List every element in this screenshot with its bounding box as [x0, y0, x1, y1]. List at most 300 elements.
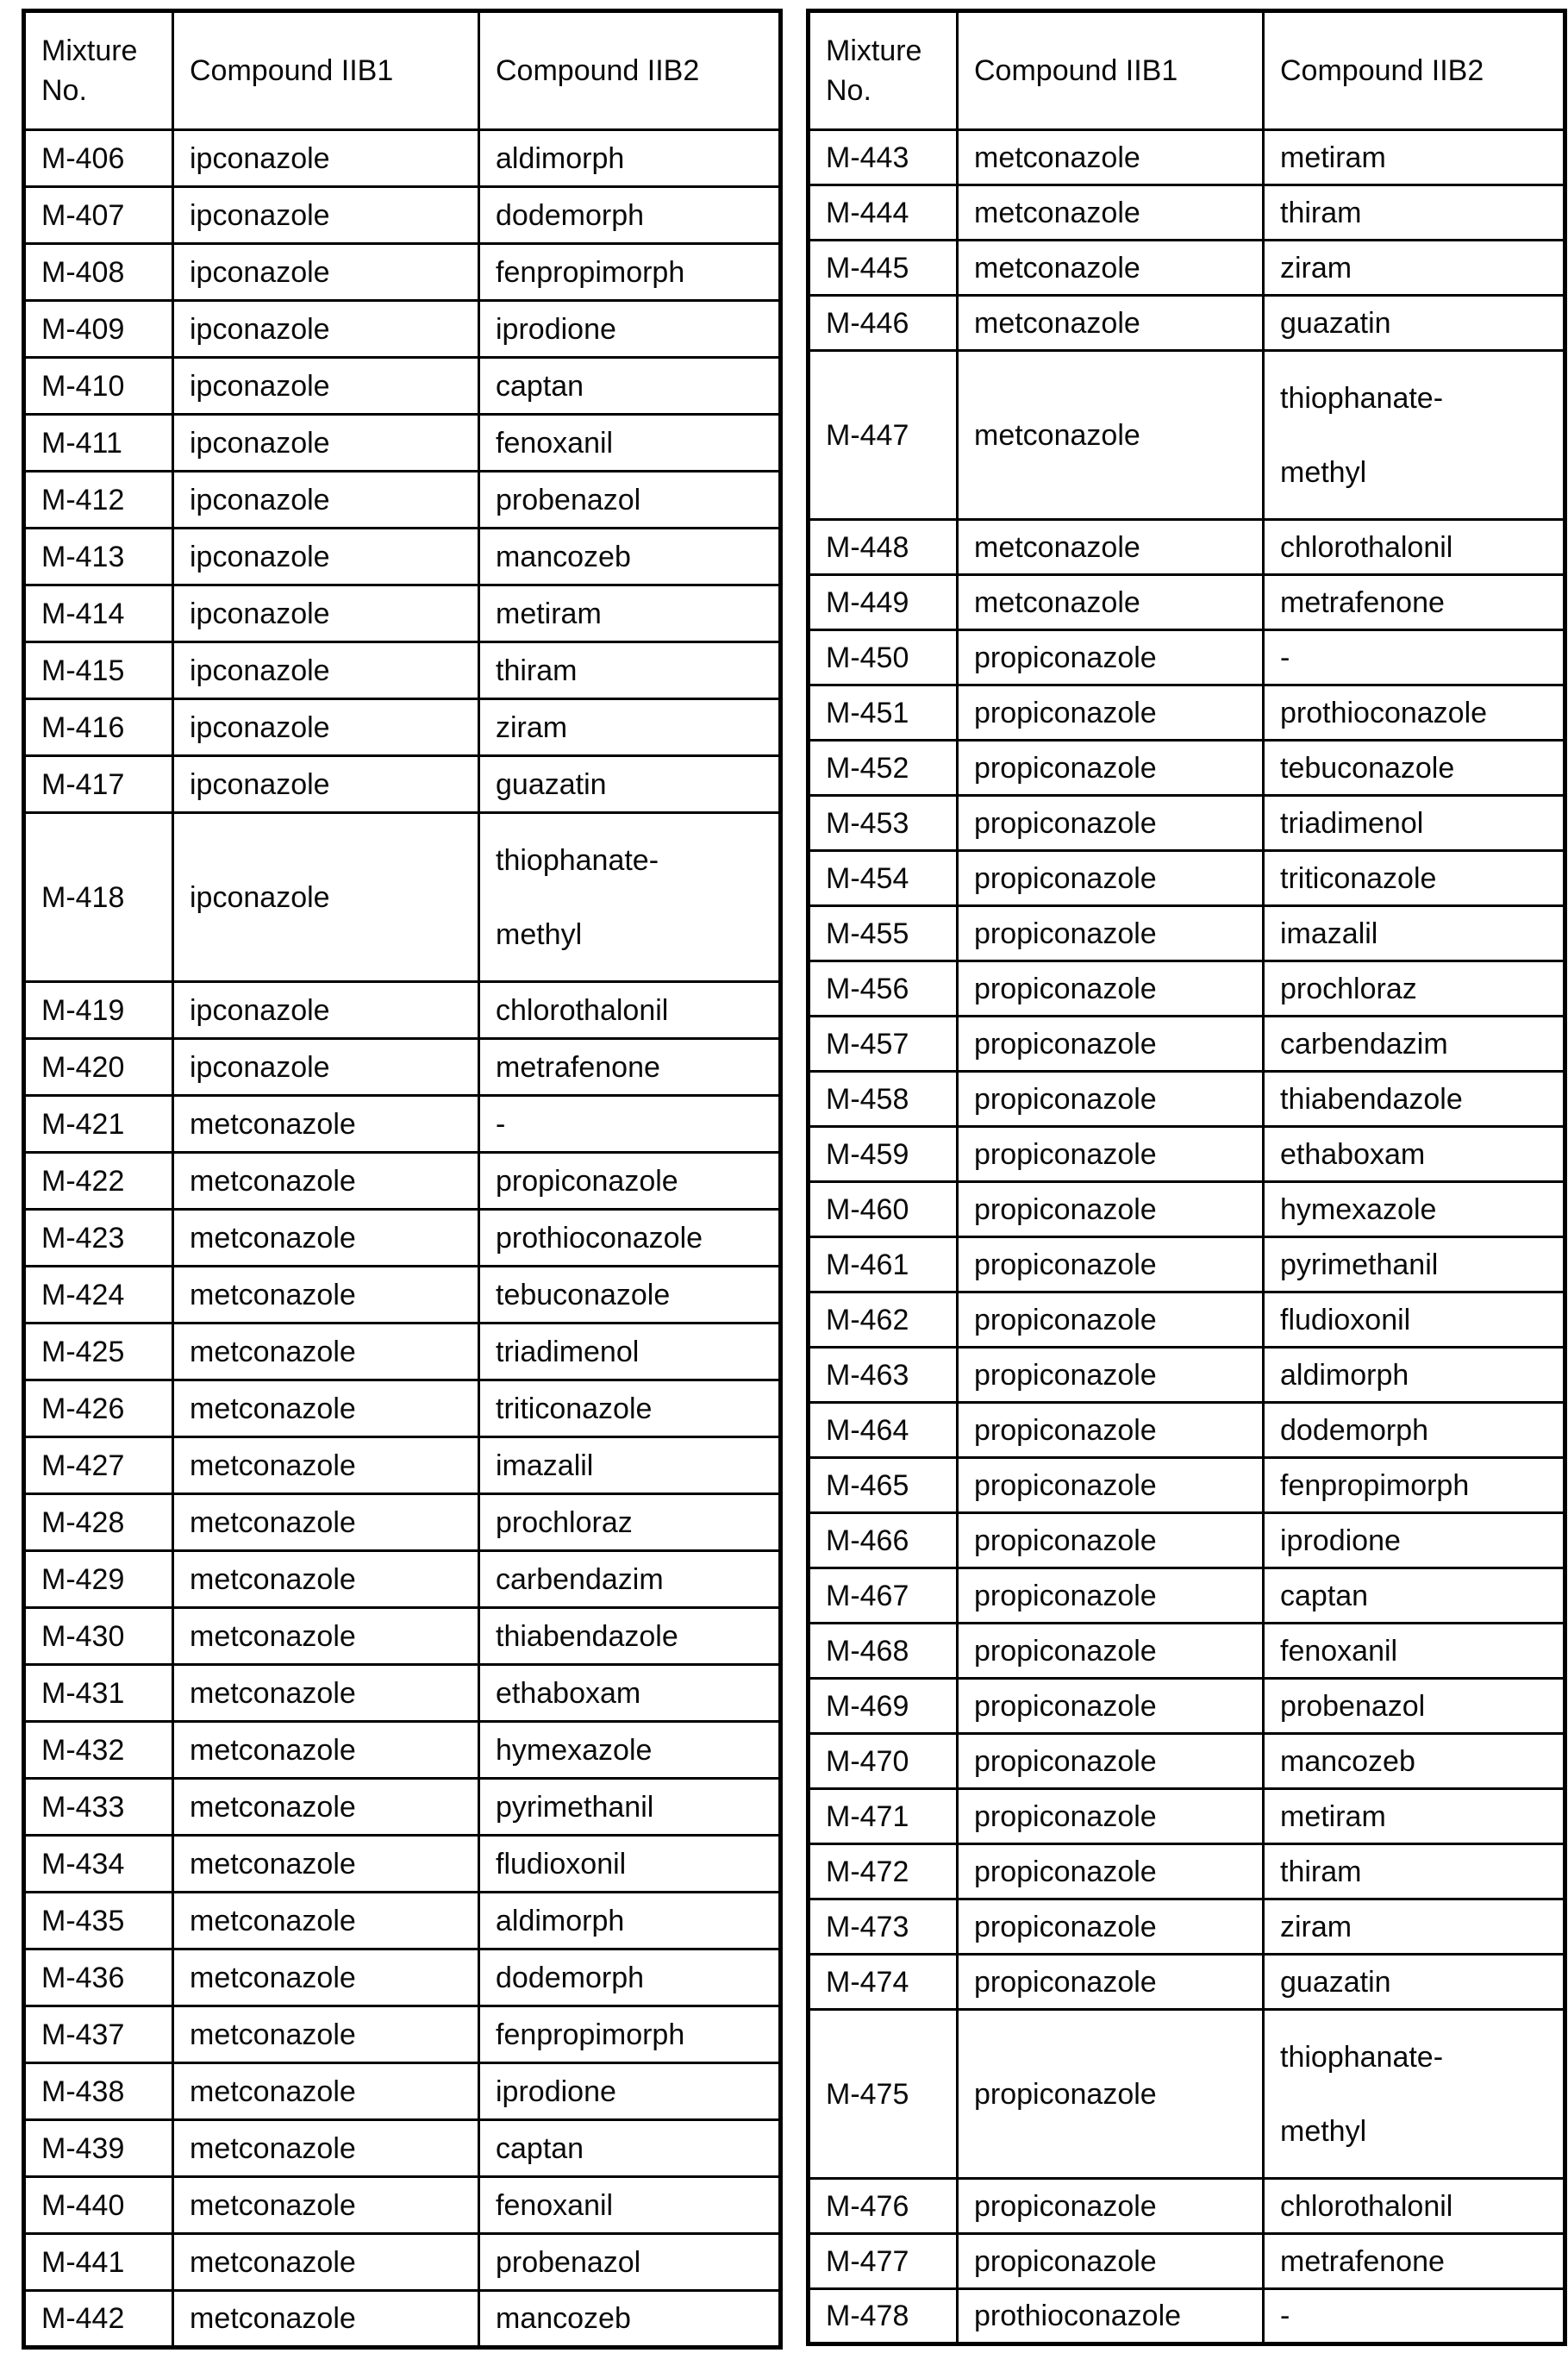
compound-iib2-cell: fenpropimorph — [479, 244, 781, 301]
compound-iib1-cell: ipconazole — [173, 415, 479, 472]
mixture-no-cell: M-462 — [809, 1292, 958, 1348]
compound-iib1-cell: propiconazole — [958, 2234, 1264, 2289]
compound-iib1-cell: ipconazole — [173, 529, 479, 585]
compound-iib2-cell: thiophanate- methyl — [479, 813, 781, 982]
compound-iib1-cell: propiconazole — [958, 1955, 1264, 2010]
mixture-no-cell: M-472 — [809, 1844, 958, 1899]
header-mixture-no: Mixture No. — [24, 11, 173, 130]
table-row — [809, 1072, 1565, 1127]
compound-iib1-cell: propiconazole — [958, 1844, 1264, 1899]
table-row — [24, 1153, 781, 1210]
compound-iib1-cell: ipconazole — [173, 1039, 479, 1096]
compound-iib2-cell: fenpropimorph — [1264, 1458, 1565, 1513]
compound-iib1-cell: ipconazole — [173, 699, 479, 756]
mixture-no-cell: M-406 — [24, 130, 173, 187]
table-row — [809, 1899, 1565, 1955]
table-row — [24, 1893, 781, 1949]
compound-iib1-cell: ipconazole — [173, 813, 479, 982]
compound-iib2-cell: metiram — [1264, 1789, 1565, 1844]
table-row — [24, 358, 781, 415]
compound-iib2-cell: chlorothalonil — [1264, 520, 1565, 575]
table-row — [809, 1513, 1565, 1568]
compound-iib2-cell: ziram — [479, 699, 781, 756]
compound-iib1-cell: propiconazole — [958, 2179, 1264, 2234]
compound-iib1-cell: ipconazole — [173, 244, 479, 301]
compound-iib1-cell: propiconazole — [958, 741, 1264, 796]
mixture-no-cell: M-423 — [24, 1210, 173, 1267]
table-row — [809, 351, 1565, 520]
compound-iib1-cell: propiconazole — [958, 1072, 1264, 1127]
compound-iib2-cell: iprodione — [479, 2063, 781, 2120]
mixture-no-cell: M-466 — [809, 1513, 958, 1568]
table-row — [809, 2179, 1565, 2234]
header-compound-iib1: Compound IIB1 — [173, 11, 479, 130]
compound-iib2-cell: triadimenol — [479, 1324, 781, 1380]
mixture-no-cell: M-413 — [24, 529, 173, 585]
table-row — [809, 1017, 1565, 1072]
mixture-no-cell: M-431 — [24, 1665, 173, 1722]
mixture-no-cell: M-438 — [24, 2063, 173, 2120]
compound-iib1-cell: propiconazole — [958, 1403, 1264, 1458]
compound-iib1-cell: metconazole — [173, 1267, 479, 1324]
table-row — [809, 241, 1565, 296]
compound-iib1-cell: propiconazole — [958, 1017, 1264, 1072]
compound-iib2-cell: probenazol — [479, 2234, 781, 2291]
compound-iib2-cell: aldimorph — [1264, 1348, 1565, 1403]
compound-iib2-cell: pyrimethanil — [479, 1779, 781, 1836]
table-row — [809, 2289, 1565, 2344]
compound-iib2-cell: mancozeb — [1264, 1734, 1565, 1789]
left-table-body — [24, 130, 781, 2348]
mixture-no-cell: M-408 — [24, 244, 173, 301]
compound-iib1-cell: propiconazole — [958, 1679, 1264, 1734]
compound-iib1-cell: metconazole — [173, 1722, 479, 1779]
table-row — [24, 244, 781, 301]
mixture-no-cell: M-478 — [809, 2289, 958, 2344]
table-row — [24, 982, 781, 1039]
mixture-no-cell: M-464 — [809, 1403, 958, 1458]
table-row — [24, 472, 781, 529]
compound-iib1-cell: metconazole — [173, 1324, 479, 1380]
header-mixture-no: Mixture No. — [809, 11, 958, 130]
compound-iib2-cell: prothioconazole — [1264, 685, 1565, 741]
table-row — [24, 1779, 781, 1836]
compound-iib2-cell: probenazol — [479, 472, 781, 529]
mixture-no-cell: M-430 — [24, 1608, 173, 1665]
compound-iib2-cell: chlorothalonil — [1264, 2179, 1565, 2234]
compound-iib2-cell: aldimorph — [479, 130, 781, 187]
compound-iib1-cell: metconazole — [173, 2177, 479, 2234]
compound-iib2-cell: captan — [1264, 1568, 1565, 1624]
table-row — [809, 130, 1565, 185]
table-row — [809, 2234, 1565, 2289]
mixture-no-cell: M-415 — [24, 642, 173, 699]
table-row — [809, 1348, 1565, 1403]
compound-iib1-cell: metconazole — [173, 2120, 479, 2177]
mixture-no-cell: M-475 — [809, 2010, 958, 2179]
table-row — [24, 1437, 781, 1494]
compound-iib2-cell: fenoxanil — [479, 415, 781, 472]
table-row — [809, 575, 1565, 630]
compound-iib1-cell: propiconazole — [958, 1237, 1264, 1292]
compound-iib1-cell: metconazole — [173, 1949, 479, 2006]
header-compound-iib2: Compound IIB2 — [1264, 11, 1565, 130]
mixture-no-cell: M-459 — [809, 1127, 958, 1182]
compound-iib1-cell: metconazole — [958, 241, 1264, 296]
mixture-no-cell: M-422 — [24, 1153, 173, 1210]
mixture-no-cell: M-449 — [809, 575, 958, 630]
compound-iib1-cell: metconazole — [173, 1665, 479, 1722]
compound-iib2-cell: hymexazole — [479, 1722, 781, 1779]
compound-iib1-cell: metconazole — [958, 351, 1264, 520]
mixture-no-cell: M-448 — [809, 520, 958, 575]
compound-iib2-cell: metiram — [479, 585, 781, 642]
compound-iib2-cell: mancozeb — [479, 529, 781, 585]
mixture-no-cell: M-450 — [809, 630, 958, 685]
compound-iib1-cell: ipconazole — [173, 982, 479, 1039]
compound-iib1-cell: metconazole — [958, 130, 1264, 185]
compound-iib1-cell: propiconazole — [958, 1899, 1264, 1955]
table-row — [809, 185, 1565, 241]
compound-iib2-cell: guazatin — [1264, 1955, 1565, 2010]
compound-iib2-cell: pyrimethanil — [1264, 1237, 1565, 1292]
compound-iib2-cell: carbendazim — [479, 1551, 781, 1608]
compound-iib2-cell: metiram — [1264, 130, 1565, 185]
compound-iib2-cell: propiconazole — [479, 1153, 781, 1210]
compound-iib2-cell: ethaboxam — [1264, 1127, 1565, 1182]
table-row — [809, 1403, 1565, 1458]
table-row — [809, 851, 1565, 906]
table-row — [24, 2291, 781, 2348]
compound-iib1-cell: ipconazole — [173, 301, 479, 358]
compound-iib1-cell: propiconazole — [958, 1182, 1264, 1237]
mixture-table-right — [806, 9, 1567, 2346]
mixture-no-cell: M-429 — [24, 1551, 173, 1608]
compound-iib1-cell: propiconazole — [958, 1458, 1264, 1513]
table-row — [809, 796, 1565, 851]
table-row — [809, 2010, 1565, 2179]
mixture-no-cell: M-433 — [24, 1779, 173, 1836]
table-row — [24, 2006, 781, 2063]
mixture-no-cell: M-454 — [809, 851, 958, 906]
mixture-no-cell: M-463 — [809, 1348, 958, 1403]
compound-iib2-cell: metrafenone — [1264, 2234, 1565, 2289]
mixture-no-cell: M-435 — [24, 1893, 173, 1949]
compound-iib1-cell: propiconazole — [958, 630, 1264, 685]
compound-iib1-cell: ipconazole — [173, 130, 479, 187]
compound-iib1-cell: metconazole — [958, 520, 1264, 575]
table-row — [809, 1679, 1565, 1734]
table-row — [809, 1624, 1565, 1679]
compound-iib2-cell: thiram — [1264, 1844, 1565, 1899]
mixture-no-cell: M-465 — [809, 1458, 958, 1513]
mixture-no-cell: M-468 — [809, 1624, 958, 1679]
compound-iib2-cell: thiophanate- methyl — [1264, 351, 1565, 520]
compound-iib2-cell: thiabendazole — [1264, 1072, 1565, 1127]
mixture-no-cell: M-424 — [24, 1267, 173, 1324]
table-row — [809, 630, 1565, 685]
compound-iib1-cell: metconazole — [173, 1437, 479, 1494]
table-row — [24, 415, 781, 472]
mixture-no-cell: M-452 — [809, 741, 958, 796]
table-row — [24, 1551, 781, 1608]
compound-iib2-cell: ethaboxam — [479, 1665, 781, 1722]
table-row — [24, 1267, 781, 1324]
compound-iib1-cell: metconazole — [173, 1893, 479, 1949]
mixture-no-cell: M-410 — [24, 358, 173, 415]
compound-iib2-cell: fludioxonil — [1264, 1292, 1565, 1348]
mixture-no-cell: M-416 — [24, 699, 173, 756]
compound-iib1-cell: metconazole — [958, 296, 1264, 351]
mixture-no-cell: M-412 — [24, 472, 173, 529]
compound-iib1-cell: propiconazole — [958, 1348, 1264, 1403]
compound-iib1-cell: metconazole — [173, 1380, 479, 1437]
compound-iib1-cell: propiconazole — [958, 1734, 1264, 1789]
compound-iib1-cell: propiconazole — [958, 906, 1264, 961]
compound-iib2-cell: tebuconazole — [479, 1267, 781, 1324]
mixture-no-cell: M-467 — [809, 1568, 958, 1624]
compound-iib1-cell: metconazole — [173, 2291, 479, 2348]
mixture-no-cell: M-446 — [809, 296, 958, 351]
compound-iib1-cell: propiconazole — [958, 1624, 1264, 1679]
mixture-no-cell: M-460 — [809, 1182, 958, 1237]
compound-iib2-cell: thiram — [1264, 185, 1565, 241]
table-row — [24, 642, 781, 699]
compound-iib2-cell: imazalil — [1264, 906, 1565, 961]
table-row — [809, 741, 1565, 796]
table-row — [24, 130, 781, 187]
table-row — [809, 1955, 1565, 2010]
compound-iib1-cell: ipconazole — [173, 358, 479, 415]
compound-iib1-cell: ipconazole — [173, 472, 479, 529]
mixture-no-cell: M-411 — [24, 415, 173, 472]
compound-iib2-cell: thiram — [479, 642, 781, 699]
compound-iib1-cell: prothioconazole — [958, 2289, 1264, 2344]
header-compound-iib2: Compound IIB2 — [479, 11, 781, 130]
mixture-no-cell: M-443 — [809, 130, 958, 185]
compound-iib2-cell: prothioconazole — [479, 1210, 781, 1267]
mixture-no-cell: M-451 — [809, 685, 958, 741]
table-row — [24, 187, 781, 244]
mixture-no-cell: M-420 — [24, 1039, 173, 1096]
compound-iib2-cell: - — [1264, 630, 1565, 685]
table-row — [24, 1608, 781, 1665]
table-row — [809, 520, 1565, 575]
mixture-no-cell: M-477 — [809, 2234, 958, 2289]
table-row — [809, 1734, 1565, 1789]
compound-iib1-cell: propiconazole — [958, 851, 1264, 906]
compound-iib2-cell: triticonazole — [1264, 851, 1565, 906]
compound-iib2-cell: triticonazole — [479, 1380, 781, 1437]
mixture-no-cell: M-447 — [809, 351, 958, 520]
compound-iib1-cell: metconazole — [173, 1551, 479, 1608]
compound-iib1-cell: metconazole — [173, 2234, 479, 2291]
table-row — [809, 296, 1565, 351]
compound-iib2-cell: fenoxanil — [1264, 1624, 1565, 1679]
table-row — [24, 1836, 781, 1893]
table-row — [24, 1722, 781, 1779]
compound-iib1-cell: ipconazole — [173, 187, 479, 244]
table-row — [24, 1324, 781, 1380]
compound-iib1-cell: metconazole — [173, 2006, 479, 2063]
compound-iib2-cell: imazalil — [479, 1437, 781, 1494]
table-row — [24, 1665, 781, 1722]
compound-iib2-cell: fludioxonil — [479, 1836, 781, 1893]
mixture-no-cell: M-476 — [809, 2179, 958, 2234]
table-row — [809, 1568, 1565, 1624]
table-row — [24, 2177, 781, 2234]
compound-iib2-cell: probenazol — [1264, 1679, 1565, 1734]
compound-iib1-cell: propiconazole — [958, 2010, 1264, 2179]
mixture-no-cell: M-461 — [809, 1237, 958, 1292]
table-row — [809, 1182, 1565, 1237]
compound-iib2-cell: fenpropimorph — [479, 2006, 781, 2063]
mixture-no-cell: M-439 — [24, 2120, 173, 2177]
compound-iib1-cell: propiconazole — [958, 796, 1264, 851]
compound-iib2-cell: triadimenol — [1264, 796, 1565, 851]
table-row — [24, 301, 781, 358]
compound-iib1-cell: ipconazole — [173, 585, 479, 642]
table-row — [24, 1096, 781, 1153]
compound-iib2-cell: chlorothalonil — [479, 982, 781, 1039]
compound-iib1-cell: propiconazole — [958, 1789, 1264, 1844]
compound-iib2-cell: iprodione — [1264, 1513, 1565, 1568]
mixture-no-cell: M-440 — [24, 2177, 173, 2234]
compound-iib1-cell: ipconazole — [173, 642, 479, 699]
compound-iib2-cell: prochloraz — [1264, 961, 1565, 1017]
compound-iib2-cell: metrafenone — [1264, 575, 1565, 630]
compound-iib2-cell: captan — [479, 2120, 781, 2177]
table-row — [24, 2063, 781, 2120]
compound-iib1-cell: propiconazole — [958, 685, 1264, 741]
mixture-no-cell: M-457 — [809, 1017, 958, 1072]
compound-iib2-cell: tebuconazole — [1264, 741, 1565, 796]
table-row — [809, 1458, 1565, 1513]
mixture-no-cell: M-474 — [809, 1955, 958, 2010]
compound-iib1-cell: metconazole — [173, 1096, 479, 1153]
compound-iib1-cell: propiconazole — [958, 1513, 1264, 1568]
right-table-body — [809, 130, 1565, 2344]
table-row — [809, 1789, 1565, 1844]
table-row — [24, 699, 781, 756]
compound-iib2-cell: - — [479, 1096, 781, 1153]
mixture-no-cell: M-421 — [24, 1096, 173, 1153]
compound-iib1-cell: ipconazole — [173, 756, 479, 813]
compound-iib2-cell: ziram — [1264, 241, 1565, 296]
header-row — [809, 11, 1565, 130]
compound-iib2-cell: dodemorph — [1264, 1403, 1565, 1458]
mixture-no-cell: M-456 — [809, 961, 958, 1017]
compound-iib2-cell: mancozeb — [479, 2291, 781, 2348]
mixture-no-cell: M-437 — [24, 2006, 173, 2063]
compound-iib2-cell: ziram — [1264, 1899, 1565, 1955]
compound-iib2-cell: captan — [479, 358, 781, 415]
compound-iib2-cell: metrafenone — [479, 1039, 781, 1096]
table-row — [24, 1039, 781, 1096]
compound-iib1-cell: metconazole — [173, 1494, 479, 1551]
mixture-no-cell: M-444 — [809, 185, 958, 241]
compound-iib1-cell: metconazole — [958, 575, 1264, 630]
mixture-no-cell: M-434 — [24, 1836, 173, 1893]
mixture-no-cell: M-425 — [24, 1324, 173, 1380]
mixture-no-cell: M-469 — [809, 1679, 958, 1734]
table-row — [24, 529, 781, 585]
mixture-no-cell: M-453 — [809, 796, 958, 851]
table-row — [809, 961, 1565, 1017]
mixture-no-cell: M-471 — [809, 1789, 958, 1844]
mixture-no-cell: M-458 — [809, 1072, 958, 1127]
table-row — [24, 2234, 781, 2291]
compound-iib2-cell: hymexazole — [1264, 1182, 1565, 1237]
compound-iib2-cell: fenoxanil — [479, 2177, 781, 2234]
compound-iib2-cell: - — [1264, 2289, 1565, 2344]
table-row — [24, 585, 781, 642]
compound-iib1-cell: metconazole — [173, 1608, 479, 1665]
compound-iib1-cell: propiconazole — [958, 1568, 1264, 1624]
table-row — [24, 1494, 781, 1551]
compound-iib1-cell: metconazole — [173, 1210, 479, 1267]
compound-iib2-cell: iprodione — [479, 301, 781, 358]
mixture-no-cell: M-427 — [24, 1437, 173, 1494]
compound-iib1-cell: metconazole — [173, 1779, 479, 1836]
table-row — [24, 1949, 781, 2006]
compound-iib1-cell: metconazole — [958, 185, 1264, 241]
table-row — [24, 756, 781, 813]
mixture-no-cell: M-441 — [24, 2234, 173, 2291]
table-row — [24, 813, 781, 982]
compound-iib1-cell: propiconazole — [958, 1127, 1264, 1182]
compound-iib1-cell: metconazole — [173, 1836, 479, 1893]
compound-iib2-cell: thiophanate- methyl — [1264, 2010, 1565, 2179]
mixture-table-left — [22, 9, 783, 2350]
compound-iib2-cell: aldimorph — [479, 1893, 781, 1949]
compound-iib2-cell: dodemorph — [479, 1949, 781, 2006]
mixture-no-cell: M-418 — [24, 813, 173, 982]
table-row — [24, 1380, 781, 1437]
mixture-no-cell: M-428 — [24, 1494, 173, 1551]
mixture-no-cell: M-473 — [809, 1899, 958, 1955]
compound-iib2-cell: thiabendazole — [479, 1608, 781, 1665]
table-row — [809, 1127, 1565, 1182]
table-row — [809, 1844, 1565, 1899]
compound-iib1-cell: propiconazole — [958, 1292, 1264, 1348]
mixture-no-cell: M-417 — [24, 756, 173, 813]
header-compound-iib1: Compound IIB1 — [958, 11, 1264, 130]
table-row — [24, 2120, 781, 2177]
mixture-no-cell: M-436 — [24, 1949, 173, 2006]
compound-iib1-cell: propiconazole — [958, 961, 1264, 1017]
compound-iib2-cell: carbendazim — [1264, 1017, 1565, 1072]
mixture-no-cell: M-409 — [24, 301, 173, 358]
header-row — [24, 11, 781, 130]
compound-iib2-cell: guazatin — [479, 756, 781, 813]
mixture-no-cell: M-445 — [809, 241, 958, 296]
mixture-no-cell: M-407 — [24, 187, 173, 244]
mixture-no-cell: M-455 — [809, 906, 958, 961]
table-row — [809, 1292, 1565, 1348]
compound-iib2-cell: dodemorph — [479, 187, 781, 244]
compound-iib1-cell: metconazole — [173, 1153, 479, 1210]
mixture-no-cell: M-442 — [24, 2291, 173, 2348]
table-row — [809, 906, 1565, 961]
mixture-no-cell: M-470 — [809, 1734, 958, 1789]
compound-iib1-cell: metconazole — [173, 2063, 479, 2120]
mixture-no-cell: M-414 — [24, 585, 173, 642]
mixture-no-cell: M-419 — [24, 982, 173, 1039]
table-row — [24, 1210, 781, 1267]
mixture-no-cell: M-426 — [24, 1380, 173, 1437]
mixture-no-cell: M-432 — [24, 1722, 173, 1779]
